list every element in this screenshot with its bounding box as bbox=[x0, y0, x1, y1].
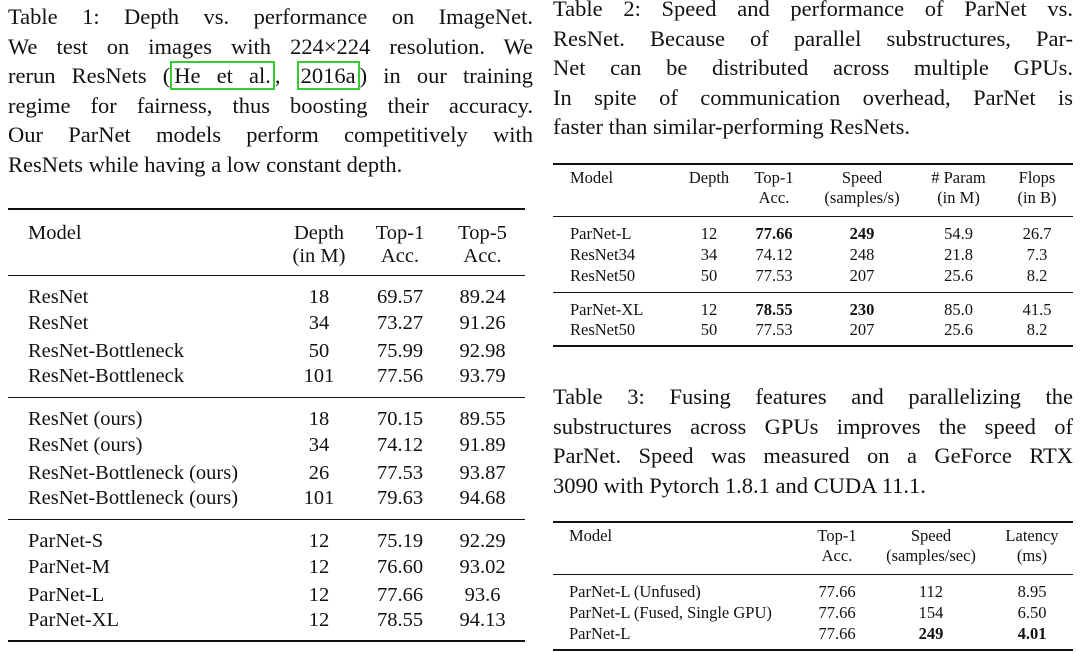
value-cell: 69.57 bbox=[376, 286, 424, 308]
model-cell: ResNet34 bbox=[570, 245, 636, 264]
caption-line: substructures across GPUs improves the speed of bbox=[553, 413, 1073, 439]
value-cell: 75.19 bbox=[376, 530, 424, 552]
value-cell: 26.7 bbox=[1022, 224, 1052, 243]
model-cell: ResNet50 bbox=[570, 320, 636, 339]
value-cell: 12 bbox=[308, 609, 330, 631]
value-cell: 101 bbox=[303, 365, 335, 387]
value-cell: 26 bbox=[308, 461, 330, 484]
table2-header-row bbox=[553, 188, 1073, 216]
table-row bbox=[553, 624, 1073, 650]
value-cell: 92.29 bbox=[459, 530, 506, 552]
header-cell: (in M) bbox=[937, 188, 980, 207]
value-cell: 93.79 bbox=[459, 365, 506, 387]
value-cell: 54.9 bbox=[944, 224, 973, 243]
table-row bbox=[8, 609, 525, 641]
model-cell: ParNet-L bbox=[28, 583, 105, 606]
table-row bbox=[553, 574, 1073, 602]
header-cell: Flops bbox=[1018, 168, 1056, 187]
model-cell: ResNet bbox=[28, 311, 89, 334]
value-cell: 78.55 bbox=[376, 609, 424, 631]
value-cell: 207 bbox=[849, 320, 875, 339]
header-cell: Acc. bbox=[380, 245, 420, 267]
value-cell: 92.98 bbox=[459, 339, 506, 362]
header-cell: Depth bbox=[293, 222, 345, 244]
header-cell: (in B) bbox=[1017, 188, 1057, 207]
model-cell: ResNet (ours) bbox=[28, 433, 143, 456]
table-row bbox=[553, 320, 1073, 346]
caption-line: faster than similar-performing ResNets. bbox=[553, 114, 910, 139]
header-cell: (samples/sec) bbox=[886, 546, 976, 565]
header-cell: Latency bbox=[1005, 526, 1059, 545]
value-cell: 77.66 bbox=[755, 224, 793, 243]
value-cell: 79.63 bbox=[376, 487, 424, 509]
model-cell: ParNet-L (Unfused) bbox=[569, 582, 701, 601]
value-cell: 154 bbox=[918, 603, 944, 622]
caption-line: Table 1: Depth vs. performance on ImageNet. bbox=[8, 4, 533, 29]
model-cell: ParNet-L bbox=[570, 224, 632, 243]
value-cell: 41.5 bbox=[1022, 300, 1052, 319]
header-cell: (ms) bbox=[1016, 546, 1048, 565]
value-cell: 77.56 bbox=[376, 365, 424, 387]
caption-line: ResNet. Because of parallel substructures, Par- bbox=[553, 25, 1073, 51]
header-cell: Depth bbox=[688, 168, 730, 187]
value-cell: 73.27 bbox=[376, 311, 424, 334]
header-cell: Acc. bbox=[463, 245, 502, 267]
value-cell: 12 bbox=[308, 555, 330, 578]
header-cell: Top-1 bbox=[817, 526, 857, 545]
value-cell: 18 bbox=[308, 286, 330, 308]
value-cell: 12 bbox=[700, 300, 718, 319]
value-cell: 77.66 bbox=[818, 582, 856, 601]
table2-header-row bbox=[553, 164, 1073, 188]
table-row bbox=[553, 266, 1073, 292]
caption-line: 3090 with Pytorch 1.8.1 and CUDA 11.1. bbox=[553, 472, 926, 498]
table-row bbox=[8, 397, 525, 431]
model-cell: ResNet bbox=[28, 286, 89, 308]
header-cell: Model bbox=[28, 222, 82, 244]
header-cell: Top-1 bbox=[754, 168, 794, 187]
model-cell: ResNet (ours) bbox=[28, 408, 143, 430]
table-row bbox=[553, 602, 1073, 624]
value-cell: 76.60 bbox=[376, 555, 424, 578]
model-cell: ParNet-M bbox=[28, 555, 110, 578]
header-cell: Speed bbox=[841, 168, 883, 187]
table3 bbox=[553, 521, 1073, 651]
model-cell: ParNet-L (Fused, Single GPU) bbox=[569, 603, 772, 622]
value-cell: 91.89 bbox=[459, 433, 506, 456]
value-cell: 207 bbox=[849, 266, 875, 285]
value-cell: 75.99 bbox=[376, 339, 424, 362]
table3-caption bbox=[553, 382, 1073, 500]
value-cell: 77.66 bbox=[376, 583, 424, 606]
caption-text: rerun ResNets ( bbox=[8, 63, 171, 88]
table-row bbox=[8, 365, 525, 397]
value-cell: 249 bbox=[918, 624, 944, 643]
value-cell: 89.24 bbox=[459, 286, 506, 308]
value-cell: 12 bbox=[308, 583, 330, 606]
table-row bbox=[8, 487, 525, 519]
model-cell: ResNet50 bbox=[570, 266, 636, 285]
value-cell: 12 bbox=[700, 224, 718, 243]
table-row bbox=[553, 244, 1073, 266]
value-cell: 101 bbox=[303, 487, 335, 509]
header-cell: Speed bbox=[910, 526, 952, 545]
caption-line: Table 2: Speed and performance of ParNet vs. bbox=[553, 0, 1073, 21]
value-cell: 77.53 bbox=[376, 461, 424, 484]
header-cell: Top-5 bbox=[458, 222, 507, 244]
table1 bbox=[8, 208, 525, 642]
value-cell: 249 bbox=[849, 224, 875, 243]
table1-header-row bbox=[8, 245, 525, 275]
model-cell: ResNet-Bottleneck bbox=[28, 365, 184, 387]
table-row bbox=[8, 309, 525, 337]
value-cell: 34 bbox=[308, 311, 330, 334]
value-cell: 6.50 bbox=[1017, 603, 1047, 622]
caption-text: ) in our training bbox=[359, 63, 533, 88]
value-cell: 77.66 bbox=[818, 624, 856, 643]
caption-line: Net can be distributed across multiple GPUs. bbox=[553, 55, 1073, 80]
table2 bbox=[553, 163, 1073, 347]
value-cell: 91.26 bbox=[459, 311, 506, 334]
value-cell: 34 bbox=[308, 433, 330, 456]
citation-link-he-et-al[interactable]: He et al. bbox=[170, 61, 275, 90]
value-cell: 94.68 bbox=[459, 487, 506, 509]
value-cell: 93.87 bbox=[459, 461, 506, 484]
caption-line: ParNet. Speed was measured on a GeForce RTX bbox=[553, 443, 1073, 468]
value-cell: 93.6 bbox=[464, 583, 501, 606]
header-cell bbox=[8, 245, 278, 275]
table-row bbox=[8, 275, 525, 309]
value-cell: 50 bbox=[308, 339, 330, 362]
value-cell: 34 bbox=[700, 245, 718, 264]
table-row bbox=[8, 337, 525, 365]
table1-caption bbox=[8, 2, 533, 179]
value-cell: 248 bbox=[849, 245, 875, 264]
value-cell: 8.2 bbox=[1026, 266, 1048, 285]
header-cell bbox=[553, 188, 678, 216]
value-cell: 93.02 bbox=[459, 555, 506, 578]
table2-caption bbox=[553, 0, 1073, 142]
header-cell bbox=[678, 188, 740, 216]
header-cell: Top-1 bbox=[375, 222, 425, 244]
model-cell: ResNet-Bottleneck bbox=[28, 339, 184, 362]
value-cell: 8.95 bbox=[1017, 582, 1047, 601]
model-cell: ResNet-Bottleneck (ours) bbox=[28, 461, 239, 484]
value-cell: 70.15 bbox=[376, 408, 424, 430]
table-row bbox=[8, 519, 525, 553]
table-row bbox=[8, 553, 525, 581]
value-cell: 74.12 bbox=[755, 245, 793, 264]
value-cell: 12 bbox=[308, 530, 330, 552]
model-cell: ResNet-Bottleneck (ours) bbox=[28, 487, 239, 509]
value-cell: 78.55 bbox=[755, 300, 793, 319]
header-cell: (in M) bbox=[292, 245, 346, 267]
model-cell: ParNet-L bbox=[569, 624, 631, 643]
value-cell: 94.13 bbox=[459, 609, 506, 631]
model-cell: ParNet-S bbox=[28, 530, 104, 552]
header-cell: # Param bbox=[931, 168, 986, 187]
value-cell: 230 bbox=[849, 300, 875, 319]
value-cell: 25.6 bbox=[944, 266, 973, 285]
model-cell: ParNet-XL bbox=[28, 609, 120, 631]
value-cell: 21.8 bbox=[944, 245, 973, 264]
caption-text: , bbox=[274, 63, 297, 88]
table3-header-row bbox=[553, 546, 1073, 574]
value-cell: 74.12 bbox=[376, 433, 424, 456]
caption-line: We test on images with 224×224 resolution. We bbox=[8, 33, 533, 59]
header-cell bbox=[553, 546, 803, 574]
table-row bbox=[553, 292, 1073, 320]
table-row bbox=[8, 431, 525, 459]
value-cell: 89.55 bbox=[459, 408, 506, 430]
table3-header-row bbox=[553, 522, 1073, 546]
caption-line bbox=[8, 61, 533, 91]
header-cell: Acc. bbox=[758, 188, 790, 207]
caption-line: In spite of communication overhead, ParNet is bbox=[553, 84, 1073, 110]
header-cell: Model bbox=[570, 168, 614, 187]
value-cell: 77.66 bbox=[818, 603, 856, 622]
table-row bbox=[8, 459, 525, 487]
value-cell: 50 bbox=[700, 320, 718, 339]
header-cell: (samples/s) bbox=[824, 188, 900, 207]
model-cell: ParNet-XL bbox=[570, 300, 644, 319]
citation-link-2016a[interactable]: 2016a bbox=[297, 61, 360, 90]
value-cell: 4.01 bbox=[1017, 624, 1047, 643]
caption-line: regime for fairness, thus boosting their accuracy. bbox=[8, 92, 533, 118]
value-cell: 112 bbox=[918, 582, 944, 601]
table-row bbox=[8, 581, 525, 609]
value-cell: 85.0 bbox=[944, 300, 973, 319]
value-cell: 7.3 bbox=[1026, 245, 1048, 264]
caption-line: Our ParNet models perform competitively with bbox=[8, 122, 533, 147]
table-row bbox=[553, 216, 1073, 244]
value-cell: 50 bbox=[700, 266, 718, 285]
value-cell: 77.53 bbox=[755, 320, 793, 339]
value-cell: 8.2 bbox=[1026, 320, 1048, 339]
caption-line: ResNets while having a low constant depth. bbox=[8, 151, 403, 177]
value-cell: 77.53 bbox=[755, 266, 793, 285]
table1-header-row bbox=[8, 209, 525, 245]
value-cell: 25.6 bbox=[944, 320, 973, 339]
caption-line: Table 3: Fusing features and parallelizing the bbox=[553, 384, 1073, 409]
header-cell: Model bbox=[569, 526, 613, 545]
value-cell: 18 bbox=[308, 408, 330, 430]
header-cell: Acc. bbox=[821, 546, 853, 565]
